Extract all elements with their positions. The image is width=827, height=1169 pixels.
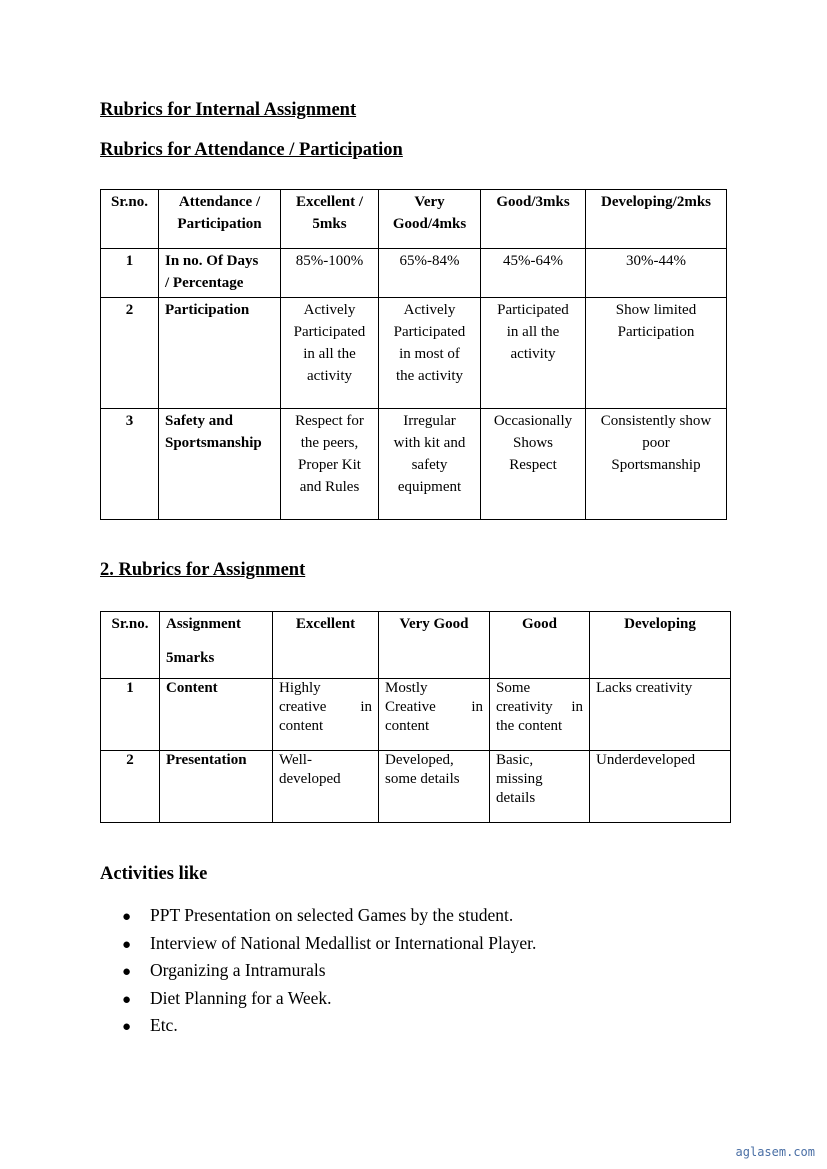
- header-line: Excellent /: [295, 194, 364, 210]
- cell-line: the content: [496, 718, 563, 734]
- cell-line: with kit and: [393, 435, 466, 451]
- cell-line: Sportsmanship: [611, 457, 701, 473]
- header-line: Attendance /: [178, 194, 261, 210]
- cell-line: in all the: [303, 346, 356, 362]
- excellent-cell: [273, 679, 379, 751]
- cell-line: creativity in: [496, 699, 583, 715]
- cell-line: in all the: [506, 324, 560, 340]
- cell-line: Highly: [279, 680, 321, 696]
- heading-attendance-rubrics: Rubrics for Attendance / Participation: [100, 140, 403, 160]
- cell-line: and Rules: [299, 479, 360, 495]
- cell-line: poor: [642, 435, 670, 451]
- cell-line: content: [279, 718, 324, 734]
- developing-cell: [590, 679, 731, 751]
- activities-title: Activities like: [100, 864, 208, 884]
- list-item: [122, 986, 536, 1014]
- cell-line: Safety and: [165, 413, 233, 429]
- cell-line: Some: [496, 680, 531, 696]
- header-line: Participation: [177, 216, 262, 232]
- bullet-icon: ●: [122, 1019, 132, 1035]
- cell-line: Creative in: [385, 699, 483, 715]
- cell-line: Participated: [293, 324, 366, 340]
- cell-line: Well-: [279, 752, 312, 768]
- list-item: [122, 931, 536, 959]
- very-good-cell: [379, 298, 481, 409]
- cell-line: missing: [496, 771, 543, 787]
- cell-line: Shows: [512, 435, 553, 451]
- sr-cell: 2: [101, 751, 160, 823]
- header-excellent: Excellent: [273, 612, 379, 679]
- header-assignment: [160, 612, 273, 679]
- cell-line: the activity: [395, 368, 464, 384]
- activities-list: [122, 903, 536, 1041]
- header-good: Good: [490, 612, 590, 679]
- cell-line: Proper Kit: [298, 457, 361, 473]
- cell-line: Participated: [497, 302, 569, 318]
- header-sr-no: Sr.no.: [101, 612, 160, 679]
- very-good-cell: [379, 679, 490, 751]
- header-line: 5marks: [166, 650, 215, 666]
- sr-cell: 3: [101, 409, 159, 520]
- cell-line: Actively: [303, 302, 356, 318]
- cell-line: Developed,: [385, 752, 454, 768]
- cell-line: Participation: [165, 302, 250, 318]
- list-item-text: Diet Planning for a Week.: [150, 987, 332, 1008]
- cell-line: In no. Of Days: [165, 253, 259, 269]
- table-row: [101, 409, 727, 520]
- header-developing: Developing: [590, 612, 731, 679]
- cell-line: 65%-84%: [399, 253, 460, 269]
- very-good-cell: [379, 409, 481, 520]
- cell-line: Occasionally: [493, 413, 573, 429]
- excellent-cell: [281, 298, 379, 409]
- table-row: [101, 249, 727, 298]
- cell-line: Irregular: [403, 413, 456, 429]
- cell-line: equipment: [397, 479, 462, 495]
- sr-cell: 2: [101, 298, 159, 409]
- sr-cell: 1: [101, 249, 159, 298]
- very-good-cell: [379, 751, 490, 823]
- list-item-text: Interview of National Medallist or International Player.: [150, 932, 537, 953]
- footer-watermark-link[interactable]: aglasem.com: [735, 1145, 815, 1159]
- cell-line: safety: [411, 457, 448, 473]
- developing-cell: [586, 409, 727, 520]
- assignment-rubrics-table: [100, 611, 731, 823]
- excellent-cell: [281, 249, 379, 298]
- header-line: 5mks: [312, 216, 347, 232]
- cell-line: 45%-64%: [503, 253, 563, 269]
- list-item: [122, 958, 536, 986]
- excellent-cell: [273, 751, 379, 823]
- list-item: [122, 903, 536, 931]
- very-good-cell: [379, 249, 481, 298]
- good-cell: [490, 679, 590, 751]
- developing-cell: [586, 298, 727, 409]
- cell-line: some details: [385, 771, 460, 787]
- table-header-row: [101, 190, 727, 249]
- cell-line: the peers,: [300, 435, 359, 451]
- bullet-icon: ●: [122, 964, 132, 980]
- header-line: Assignment: [166, 616, 242, 632]
- cell-line: Lacks creativity: [596, 680, 693, 696]
- cell-line: Underdeveloped: [596, 752, 696, 768]
- cell-line: / Percentage: [165, 275, 244, 291]
- good-cell: [490, 751, 590, 823]
- bullet-icon: ●: [122, 991, 132, 1008]
- bullet-icon: ●: [122, 909, 132, 925]
- header-good: Good/3mks: [481, 190, 586, 249]
- list-item-text: PPT Presentation on selected Games by the student.: [150, 905, 514, 925]
- criterion-cell: [159, 409, 281, 520]
- developing-cell: [586, 249, 727, 298]
- heading-internal-assignment: Rubrics for Internal Assignment: [100, 100, 357, 120]
- good-cell: [481, 409, 586, 520]
- cell-line: Show limited: [615, 302, 697, 318]
- cell-line: Mostly: [385, 680, 428, 696]
- cell-line: Basic,: [496, 752, 534, 768]
- cell-line: activity: [510, 346, 556, 362]
- list-item: [122, 1013, 536, 1041]
- cell-line: Participated: [393, 324, 466, 340]
- criterion-cell: [159, 249, 281, 298]
- cell-line: details: [496, 790, 536, 806]
- cell-line: Actively: [403, 302, 456, 318]
- header-very-good: [379, 190, 481, 249]
- good-cell: [481, 249, 586, 298]
- list-item-text: Etc.: [150, 1015, 178, 1035]
- criterion-cell: [159, 298, 281, 409]
- attendance-rubrics-table: [100, 189, 727, 520]
- list-item-text: Organizing a Intramurals: [150, 960, 326, 980]
- table-row: [101, 298, 727, 409]
- header-attendance-participation: [159, 190, 281, 249]
- criterion-cell: Presentation: [160, 751, 273, 823]
- cell-line: 30%-44%: [626, 253, 686, 269]
- bullet-icon: ●: [122, 936, 132, 953]
- cell-line: content: [385, 718, 430, 734]
- good-cell: [481, 298, 586, 409]
- cell-line: in most of: [399, 346, 460, 362]
- header-developing: Developing/2mks: [586, 190, 727, 249]
- developing-cell: [590, 751, 731, 823]
- cell-line: Respect: [509, 457, 557, 473]
- cell-line: Consistently show: [600, 413, 712, 429]
- table-header-row: [101, 612, 731, 679]
- heading-assignment-rubrics: 2. Rubrics for Assignment: [100, 560, 306, 580]
- header-excellent: [281, 190, 379, 249]
- header-line: Good/4mks: [392, 216, 467, 232]
- header-very-good: Very Good: [379, 612, 490, 679]
- header-line: Very: [414, 194, 445, 210]
- cell-line: activity: [307, 368, 352, 384]
- cell-line: Sportsmanship: [165, 435, 262, 451]
- cell-line: developed: [279, 771, 341, 787]
- excellent-cell: [281, 409, 379, 520]
- cell-line: creative in: [279, 699, 372, 715]
- table-row: [101, 679, 731, 751]
- criterion-cell: Content: [160, 679, 273, 751]
- cell-line: Participation: [617, 324, 695, 340]
- cell-line: Respect for: [295, 413, 364, 429]
- table-row: [101, 751, 731, 823]
- header-sr-no: Sr.no.: [101, 190, 159, 249]
- sr-cell: 1: [101, 679, 160, 751]
- cell-line: 85%-100%: [295, 253, 364, 269]
